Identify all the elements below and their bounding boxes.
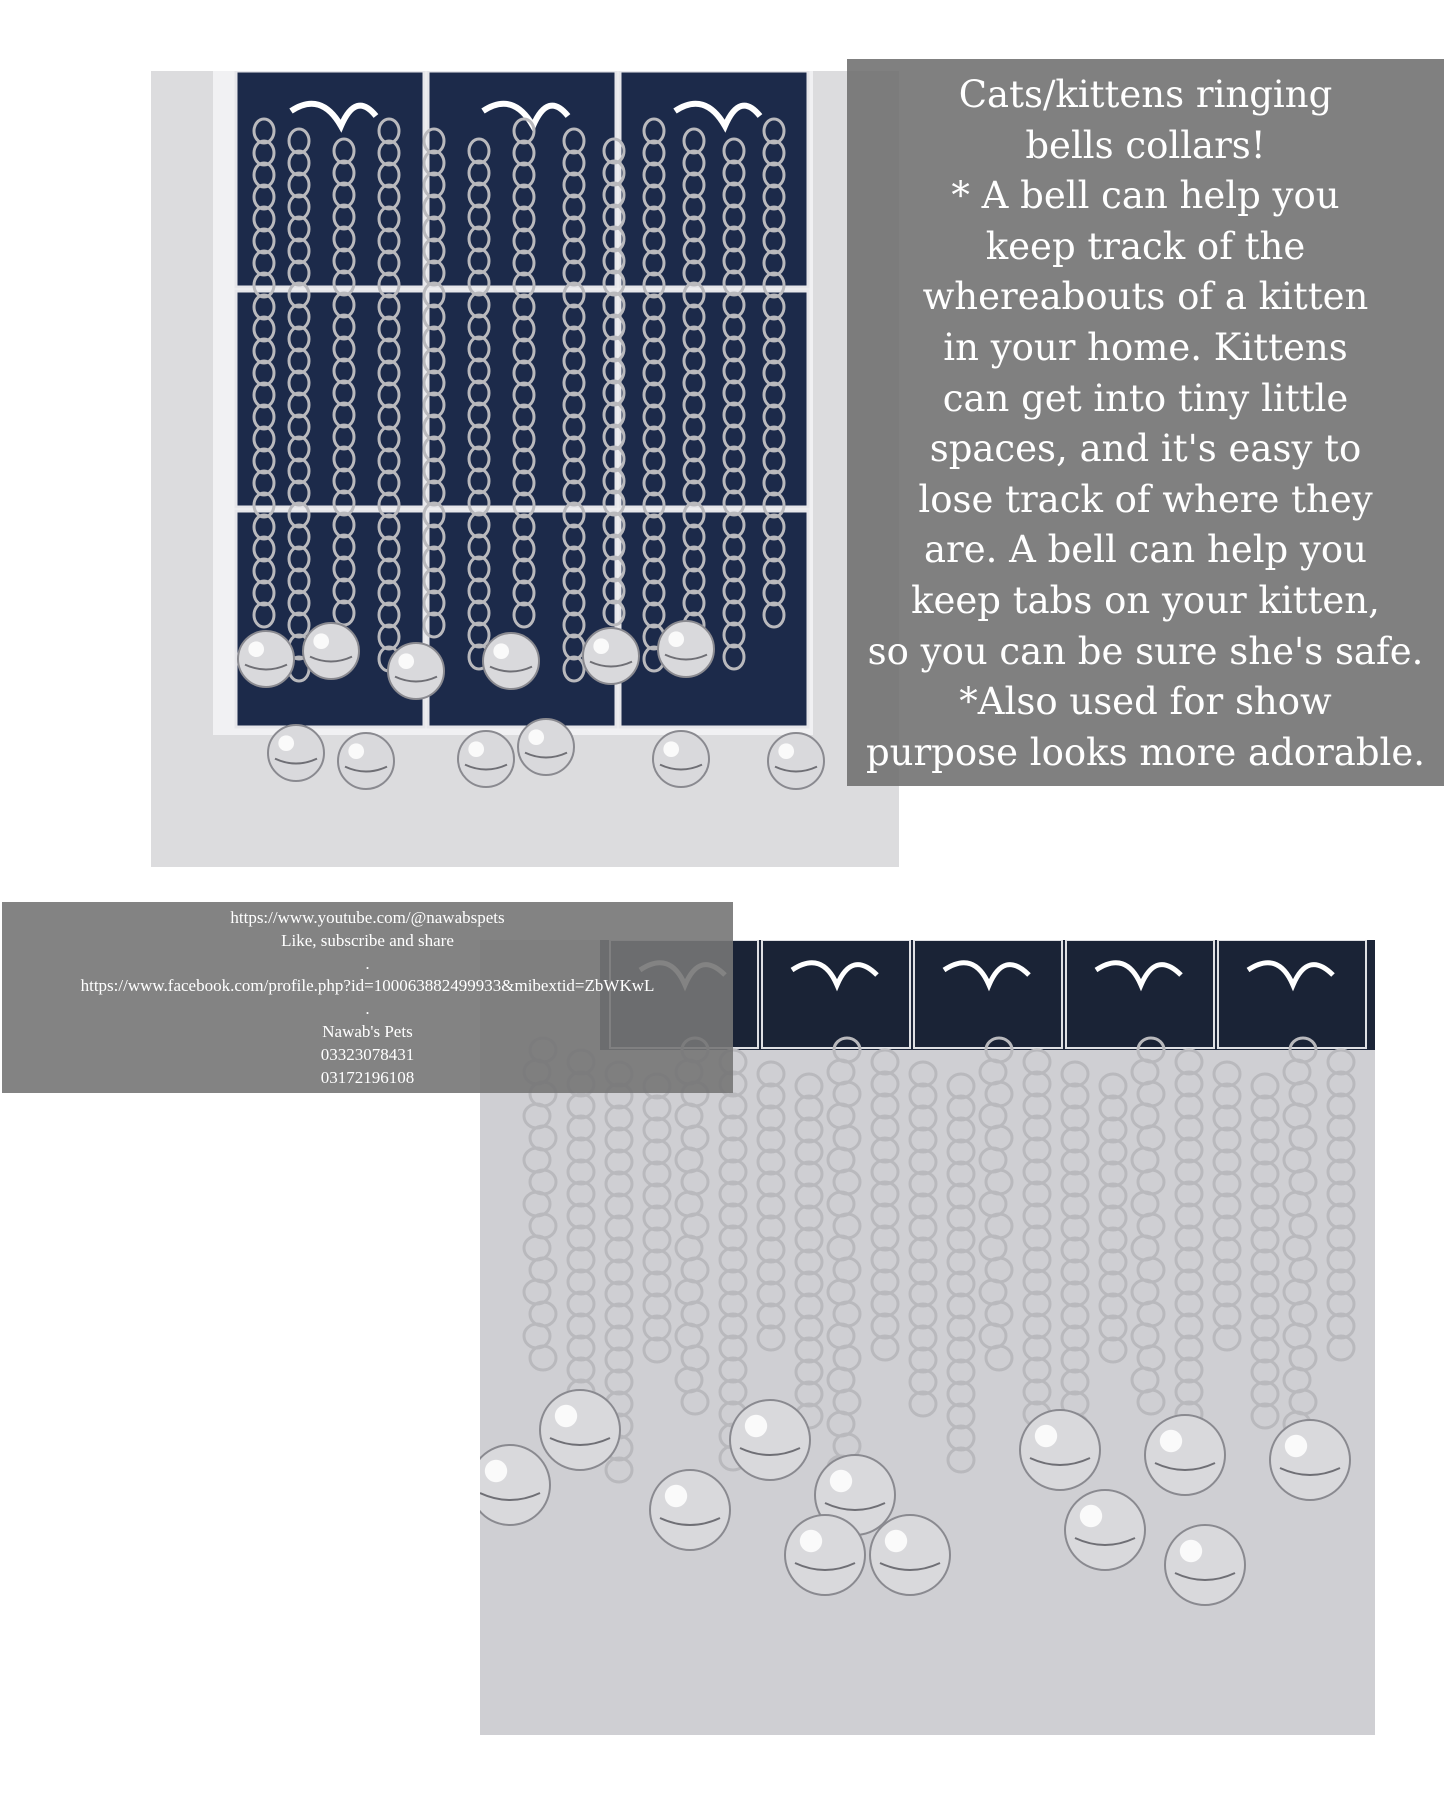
description-text [847,59,1444,778]
description-line: * A bell can help you [951,174,1340,218]
bell-shape [1270,1420,1350,1500]
bell-shape [658,621,714,677]
bell-shape [870,1515,950,1595]
description-panel [847,59,1444,786]
bell-shape [540,1390,620,1470]
bell-shape [480,1445,550,1525]
phone-number-1[interactable]: 03323078431 [320,1044,415,1064]
description-line: *Also used for show [959,680,1332,724]
bell-shape [458,731,514,787]
description-line: in your home. Kittens [943,325,1348,369]
separator-dot: . [365,953,370,973]
bell-shape [650,1470,730,1550]
bell-shape [1145,1415,1225,1495]
bell-shape [768,733,824,789]
bell-shape [338,733,394,789]
bell-shape [1020,1410,1100,1490]
bell-collars-card-illustration [151,71,899,867]
bell-shape [268,725,324,781]
description-line: bells collars! [1025,123,1266,167]
bell-shape [238,631,294,687]
description-line: lose track of where they [918,477,1373,521]
facebook-link[interactable]: https://www.facebook.com/profile.php?id=100063882499933&mibextid=ZbWKwL [80,976,655,996]
bell-shape [388,643,444,699]
bell-shape [730,1400,810,1480]
bell-shape [785,1515,865,1595]
bell-shape [1065,1490,1145,1570]
youtube-link[interactable]: https://www.youtube.com/@nawabspets [230,908,505,927]
contact-panel [2,902,733,1093]
description-line: keep track of the [985,224,1306,268]
description-line: Cats/kittens ringing [958,73,1333,116]
phone-number-2[interactable]: 03172196108 [320,1067,415,1087]
description-line: keep tabs on your kitten, [911,578,1380,622]
description-line: purpose looks more adorable. [865,730,1425,774]
product-photo-top [151,71,899,867]
bell-shape [1165,1525,1245,1605]
call-to-action: Like, subscribe and share [281,930,454,950]
bell-shape [583,628,639,684]
description-line: whereabouts of a kitten [922,275,1369,319]
bell-shape [303,623,359,679]
description-line: are. A bell can help you [923,528,1368,572]
separator-dot: . [365,999,370,1019]
bell-shape [483,633,539,689]
description-line: so you can be sure she's safe. [867,629,1424,673]
bell-shape [518,719,574,775]
description-line: spaces, and it's easy to [929,427,1362,471]
description-line: can get into tiny little [942,376,1349,420]
shop-name: Nawab's Pets [322,1021,413,1041]
bell-shape [653,731,709,787]
